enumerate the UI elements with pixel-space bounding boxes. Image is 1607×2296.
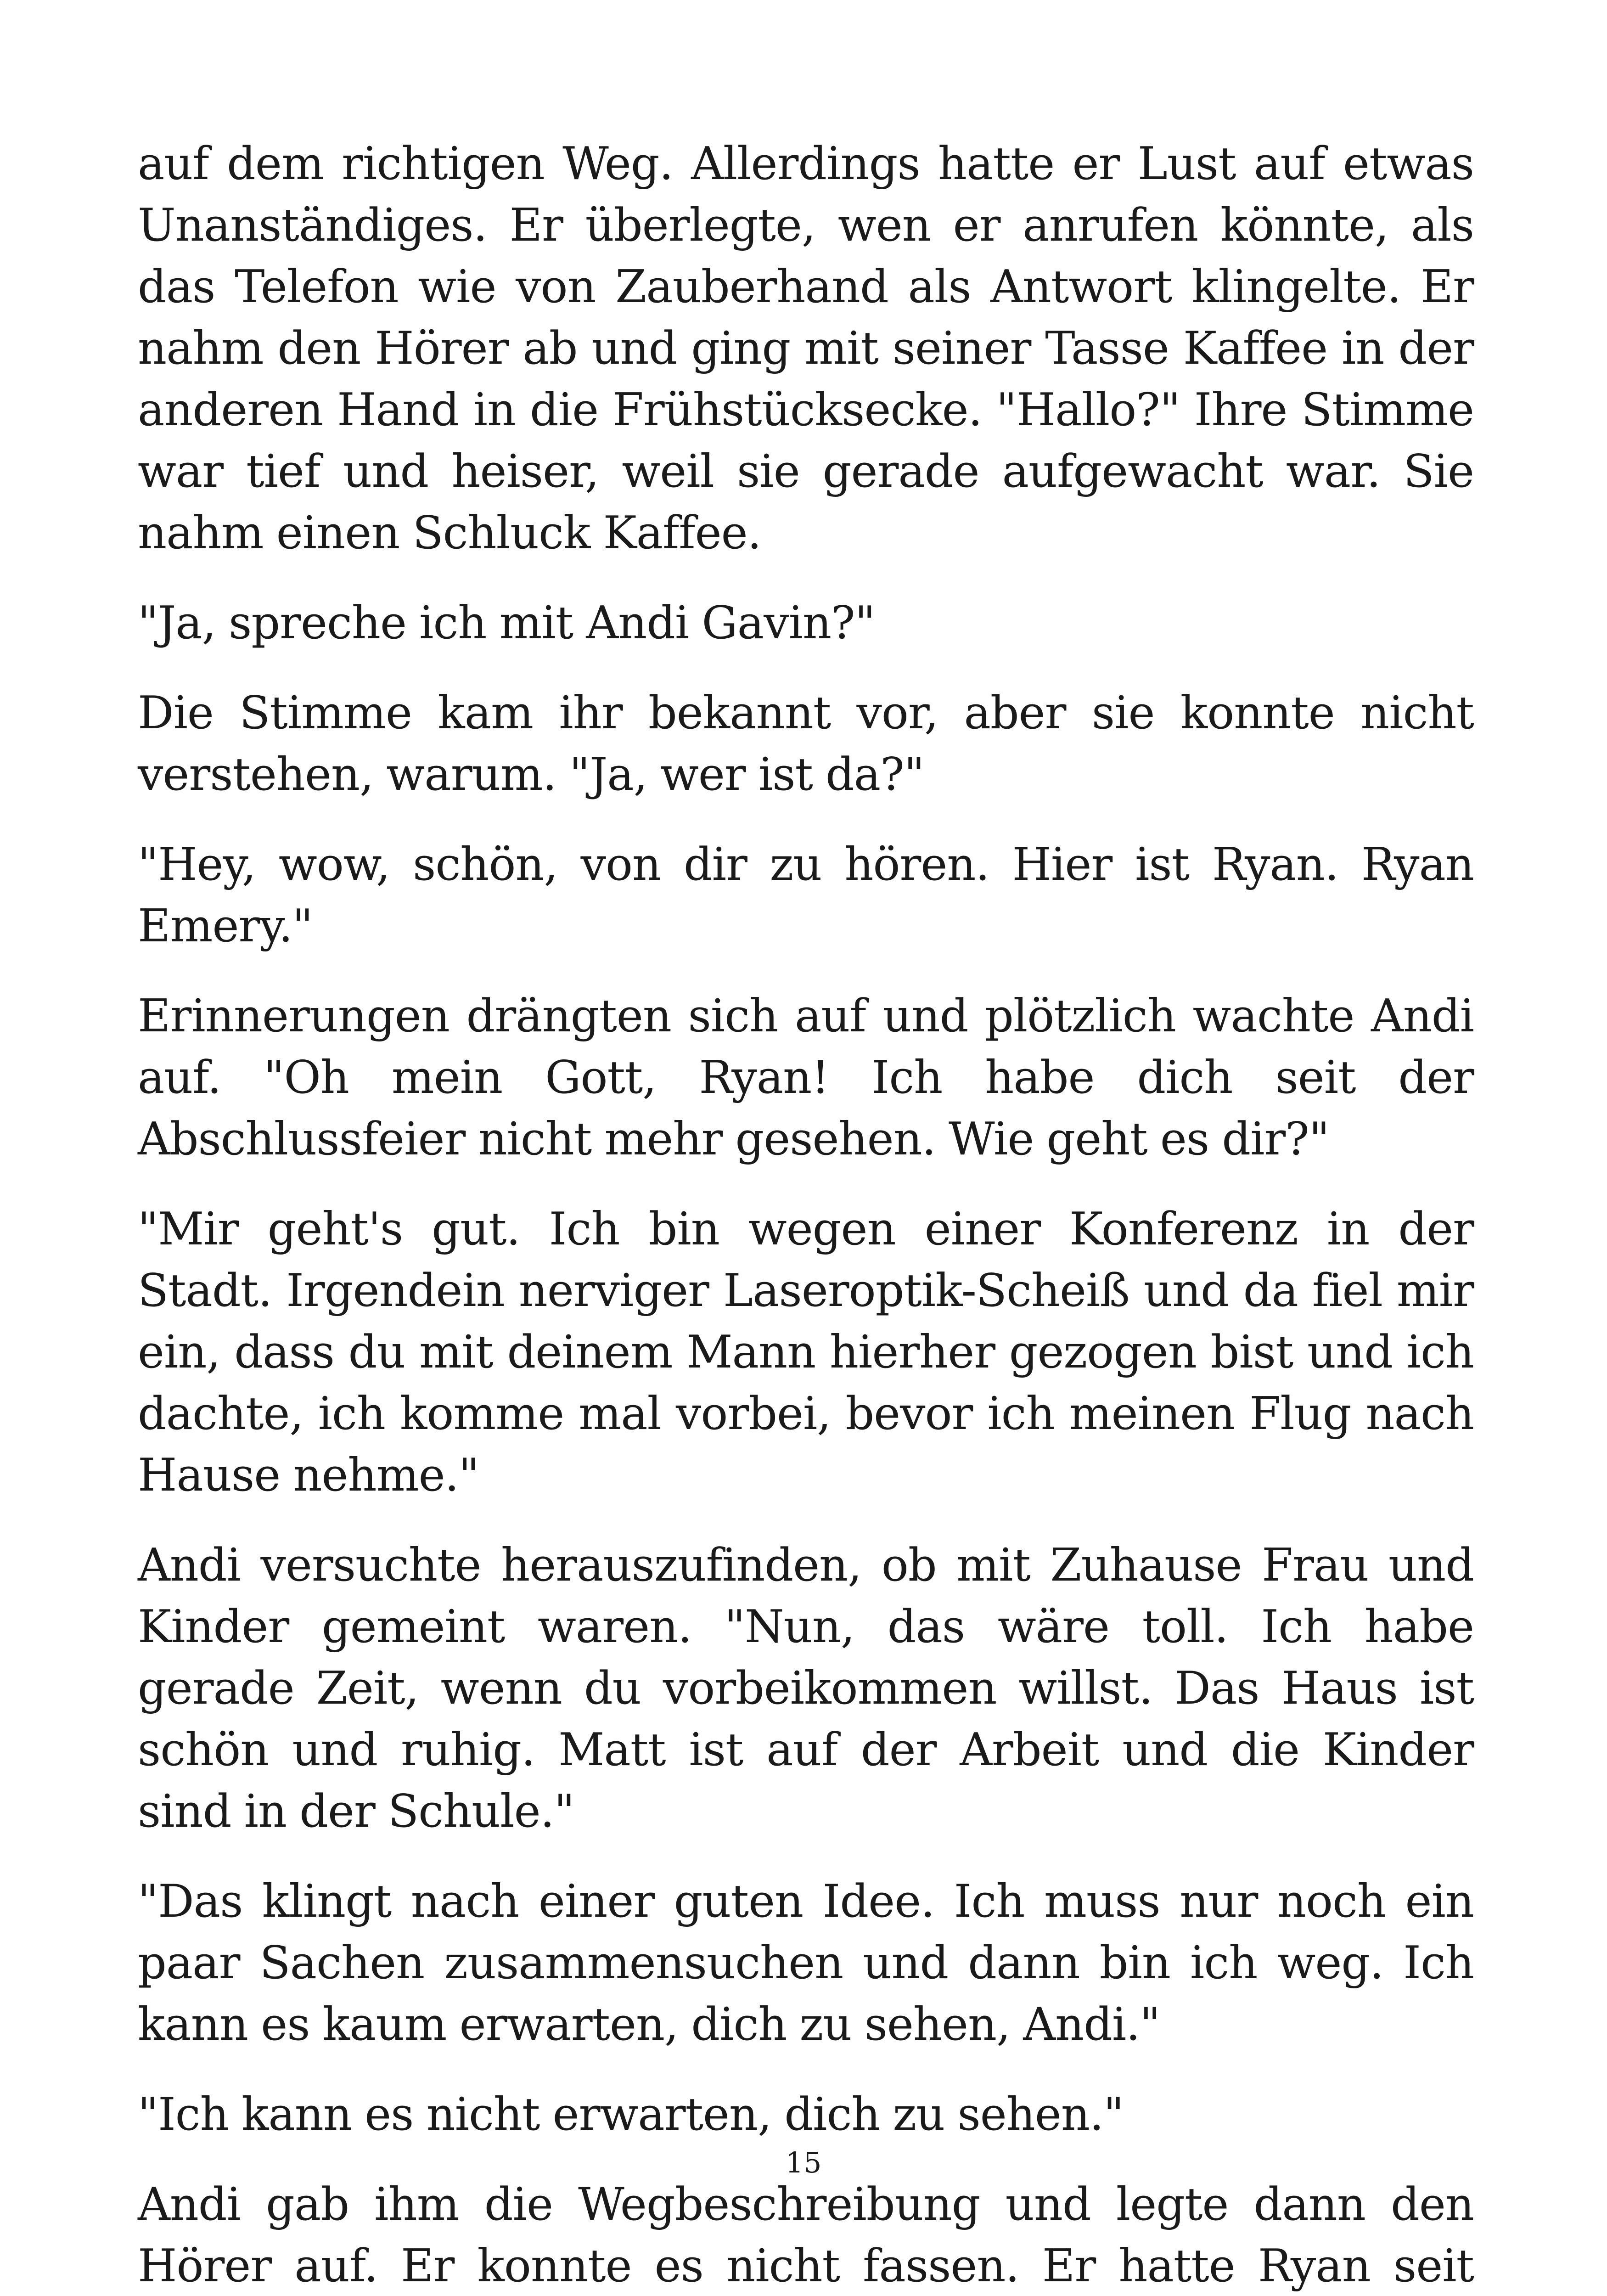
paragraph: "Mir geht's gut. Ich bin wegen einer Konferenz in der Stadt. Irgendein nerviger Laseroptik-Scheiß und da fiel mir ein, dass du mit deinem Mann hierher gezogen bist und ich dachte, ich komme mal vorbei, bevor ich meinen Flug nach Hause nehme." [138, 1203, 1474, 1502]
paragraph: "Ich kann es nicht erwarten, dich zu sehen." [138, 2088, 1124, 2141]
paragraph: Andi gab ihm die Wegbeschreibung und legte dann den Hörer auf. Er konnte es nicht fassen. Er hatte Ryan seit [138, 2178, 1474, 2292]
paragraph: Andi versuchte herauszufinden, ob mit Zuhause Frau und Kinder gemeint waren. "Nun, das wäre toll. Ich habe gerade Zeit, wenn du vorbeikommen willst. Das Haus ist schön und ruhig. Matt ist auf der Arbeit und die Kinder sind in der Schule." [138, 1539, 1474, 1838]
paragraph: Die Stimme kam ihr bekannt vor, aber sie konnte nicht verstehen, warum. "Ja, wer ist da?" [138, 687, 1474, 801]
paragraph: "Hey, wow, schön, von dir zu hören. Hier ist Ryan. Ryan Emery." [138, 838, 1474, 952]
page-body [138, 133, 1474, 2296]
paragraph: "Das klingt nach einer guten Idee. Ich muss nur noch ein paar Sachen zusammensuchen und dann bin ich weg. Ich kann es kaum erwarten, dich zu sehen, Andi." [138, 1875, 1474, 2051]
page-number: 15 [785, 2146, 822, 2179]
paragraph: auf dem richtigen Weg. Allerdings hatte er Lust auf etwas Unanständiges. Er überlegte, wen er anrufen könnte, als das Telefon wie von Zauberhand als Antwort klingelte. Er nahm den Hörer ab und ging mit seiner Tasse Kaffee in der anderen Hand in die Frühstücksecke. "Hallo?" Ihre Stimme war tief und heiser, weil sie gerade aufgewacht war. Sie nahm einen Schluck Kaffee. [138, 138, 1474, 559]
paragraph: "Ja, spreche ich mit Andi Gavin?" [138, 597, 875, 649]
paragraph: Erinnerungen drängten sich auf und plötzlich wachte Andi auf. "Oh mein Gott, Ryan! Ich habe dich seit der Abschlussfeier nicht mehr gesehen. Wie geht es dir?" [138, 990, 1474, 1165]
